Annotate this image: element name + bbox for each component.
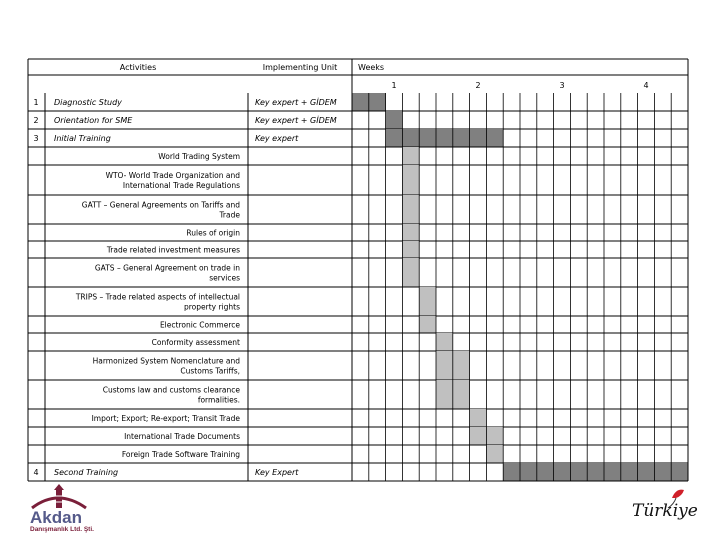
implementing-unit-label: Key expert [255, 134, 299, 143]
gantt-bar-cell [402, 224, 419, 241]
gantt-bar-cell [453, 129, 470, 147]
sub-activity-row [28, 380, 688, 409]
tulip-icon [628, 484, 708, 528]
gantt-bar-cell [419, 287, 436, 316]
sub-activity-label: Customs law and customs clearance [102, 385, 240, 395]
sub-activity-row [28, 195, 688, 224]
akdan-logo [28, 478, 118, 533]
sub-activity-label: Import; Export; Re-export; Transit Trade [91, 414, 240, 423]
activity-label: Orientation for SME [54, 116, 133, 125]
sub-activity-label: GATT – General Agreements on Tariffs and [81, 200, 240, 210]
sub-activity-row [28, 165, 688, 195]
gantt-bar-cell [470, 129, 487, 147]
row-number: 3 [33, 134, 39, 143]
sub-activity-label: WTO- World Trade Organization and [105, 171, 240, 180]
gantt-bar-cell [436, 380, 453, 409]
activity-row [28, 111, 688, 129]
gantt-bar-cell [486, 445, 503, 463]
sub-activity-row [28, 224, 688, 241]
gantt-bar-cell [436, 351, 453, 380]
gantt-bar-cell [570, 463, 587, 481]
gantt-bar-cell [419, 316, 436, 333]
sub-activity-label: TRIPS – Trade related aspects of intellectual [75, 292, 240, 302]
sub-activity-label: Conformity assessment [151, 338, 240, 347]
header-implementing-unit: Implementing Unit [262, 63, 338, 72]
gantt-bar-cell [386, 129, 403, 147]
gantt-bar-cell [386, 111, 403, 129]
akdan-subtitle: Danışmanlık Ltd. Şti. [30, 526, 94, 533]
gantt-bar-cell [402, 129, 419, 147]
gantt-bar-cell [352, 93, 369, 111]
sub-activity-label: formalities. [197, 395, 240, 405]
sub-activity-row [28, 333, 688, 351]
activity-label: Diagnostic Study [54, 98, 122, 107]
lighthouse-icon [28, 478, 118, 533]
row-number: 1 [33, 98, 39, 107]
gantt-bar-cell [470, 409, 487, 427]
gantt-bar-cell [436, 333, 453, 351]
activity-label: Second Training [54, 468, 119, 477]
activity-row [28, 463, 688, 481]
sub-activity-label: Rules of origin [186, 228, 240, 238]
gantt-bar-cell [503, 463, 520, 481]
sub-activity-row [28, 409, 688, 427]
gantt-bar-cell [654, 463, 671, 481]
sub-activity-label: Trade [219, 210, 240, 220]
turkiye-wordmark: Türkiye [632, 501, 698, 521]
gantt-bar-cell [402, 258, 419, 287]
sub-activity-label: Harmonized System Nomenclature and [92, 356, 240, 366]
gantt-bar-cell [520, 463, 537, 481]
sub-activity-row [28, 427, 688, 445]
sub-activity-label: services [209, 273, 240, 283]
gantt-bar-cell [621, 463, 638, 481]
gantt-bar-cell [537, 463, 554, 481]
sub-activity-row [28, 445, 688, 463]
gantt-bar-cell [453, 380, 470, 409]
implementing-unit-label: Key expert + GİDEM [255, 116, 337, 125]
gantt-bar-cell [402, 165, 419, 195]
sub-activity-row [28, 316, 688, 333]
week-number-3: 3 [559, 81, 565, 90]
turkiye-logo [628, 484, 708, 528]
sub-activity-row [28, 147, 688, 165]
week-number-4: 4 [643, 81, 649, 90]
week-number-2: 2 [475, 81, 481, 90]
implementing-unit-label: Key Expert [255, 468, 299, 477]
gantt-bar-cell [604, 463, 621, 481]
gantt-bar-cell [419, 129, 436, 147]
gantt-bar-cell [638, 463, 655, 481]
gantt-bar-cell [402, 147, 419, 165]
header-activities: Activities [119, 63, 157, 72]
header-weeks: Weeks [358, 63, 385, 72]
sub-activity-row [28, 351, 688, 380]
activity-label: Initial Training [54, 134, 111, 143]
gantt-bar-cell [671, 463, 688, 481]
sub-activity-label: Trade related investment measures [106, 245, 240, 255]
sub-activity-label: Foreign Trade Software Training [121, 450, 240, 459]
table-header [28, 59, 688, 93]
week-number-1: 1 [391, 81, 397, 90]
gantt-bar-cell [486, 427, 503, 445]
gantt-bar-cell [453, 351, 470, 380]
sub-activity-label: Electronic Commerce [159, 320, 240, 330]
gantt-bar-cell [486, 129, 503, 147]
activity-row [28, 129, 688, 147]
sub-activity-label: International Trade Regulations [122, 181, 240, 190]
gantt-bar-cell [402, 195, 419, 224]
sub-activity-label: property rights [183, 302, 240, 312]
sub-activity-label: World Trading System [158, 152, 240, 161]
gantt-bar-cell [436, 129, 453, 147]
sub-activity-label: Customs Tariffs, [180, 366, 240, 376]
activity-row [28, 93, 688, 111]
akdan-name: Akdan [30, 508, 82, 527]
sub-activity-row [28, 287, 688, 316]
row-number: 4 [33, 468, 39, 477]
gantt-bar-cell [470, 427, 487, 445]
implementing-unit-label: Key expert + GİDEM [255, 98, 337, 107]
gantt-bar-cell [369, 93, 386, 111]
sub-activity-label: GATS – General Agreement on trade in [94, 263, 240, 273]
sub-activity-row [28, 241, 688, 258]
sub-activity-label: International Trade Documents [124, 432, 240, 441]
gantt-bar-cell [554, 463, 571, 481]
gantt-bar-cell [587, 463, 604, 481]
sub-activity-row [28, 258, 688, 287]
gantt-bar-cell [402, 241, 419, 258]
row-number: 2 [33, 116, 39, 125]
